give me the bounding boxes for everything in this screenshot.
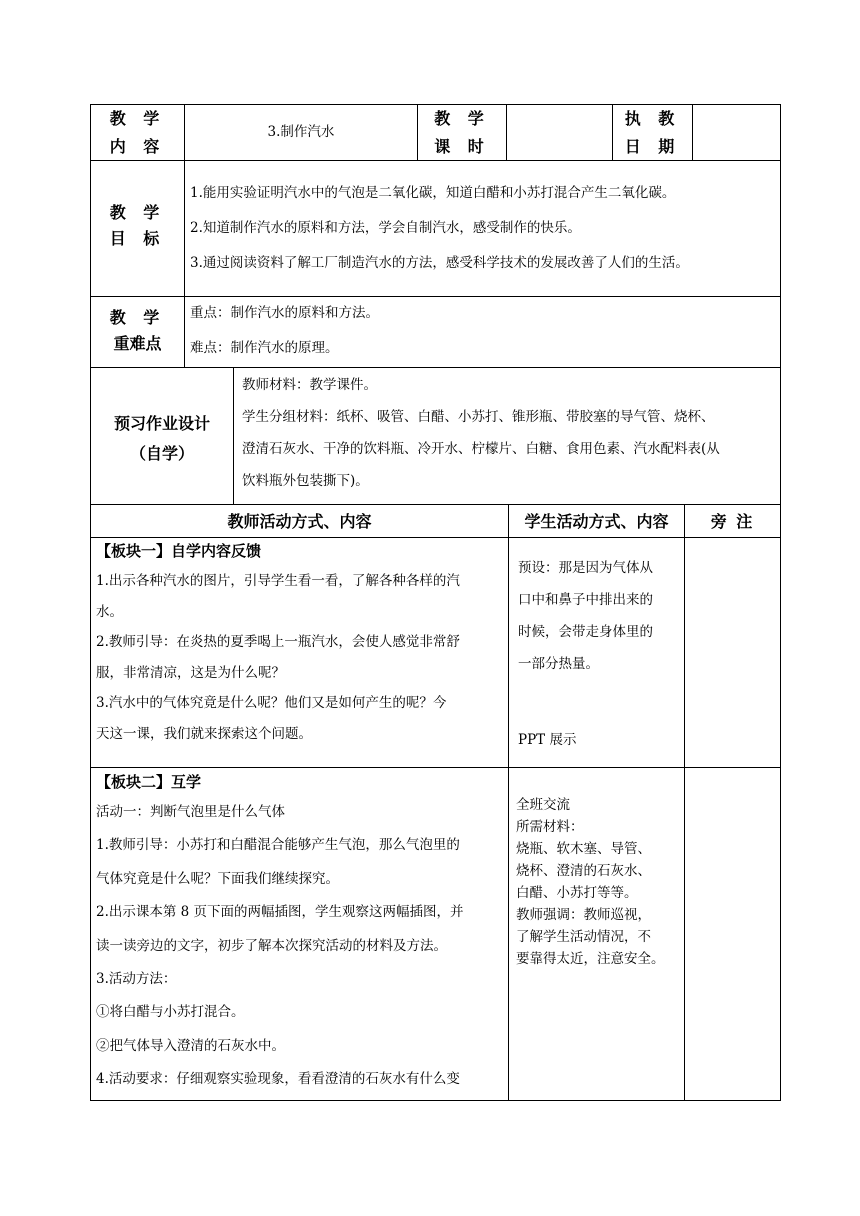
preview-label: 预习作业设计 （自学） <box>113 414 210 463</box>
block2-line: 活动一：判断气泡里是什么气体 <box>96 804 285 820</box>
block2-teacher <box>96 768 506 1097</box>
goal-item: 3.通过阅读资料了解工厂制造汽水的方法，感受科学技术的发展改善了人们的生活。 <box>190 255 689 271</box>
block2-student-line: 烧杯、澄清的石灰水、 <box>516 863 651 879</box>
block2-line: 3.活动方法： <box>96 971 177 988</box>
block1-line: 服，非常清凉，这是为什么呢？ <box>96 664 285 681</box>
period-value <box>507 104 612 160</box>
block1-line: 1.出示各种汽水的图片，引导学生看一看，了解各种各样的汽 <box>96 573 460 589</box>
block2-line: 4.活动要求：仔细观察实验现象，看看澄清的石灰水有什么变 <box>96 1071 460 1088</box>
block1-line: 2.教师引导：在炎热的夏季喝上一瓶汽水，会使人感觉非常舒 <box>96 634 460 650</box>
block1-title: 【板块一】自学内容反馈 <box>96 542 262 560</box>
period-label: 教 学 课 时 <box>434 109 490 156</box>
block2-student-line: 所需材料： <box>516 819 584 835</box>
block2-line: 2.出示课本第 8 页下面的两幅插图，学生观察这两幅插图，并 <box>96 904 464 921</box>
key-point: 重点：制作汽水的原料和方法。 <box>190 305 379 321</box>
table-rule <box>184 160 185 367</box>
block1-teacher <box>96 538 506 749</box>
block2-student-line: 白醋、小苏打等等。 <box>516 885 638 901</box>
block2-student <box>516 794 684 970</box>
block2-line: ①将白醋与小苏打混合。 <box>96 1004 245 1021</box>
preview-line: 饮料瓶外包装撕下)。 <box>242 473 369 489</box>
content-label: 教 学 内 容 <box>109 109 166 156</box>
goal-item: 2.知道制作汽水的原料和方法，学会自制汽水，感受制作的快乐。 <box>190 220 581 236</box>
preview-content <box>242 369 778 497</box>
preview-line: 学生分组材料：纸杯、吸管、白醋、小苏打、锥形瓶、带胶塞的导气管、烧杯、 <box>242 409 715 425</box>
block1-student-line: 一部分热量。 <box>518 656 599 672</box>
block1-student-line: 时候，会带走身体里的 <box>518 624 653 640</box>
block1-student <box>518 552 683 680</box>
key-point: 难点：制作汽水的原理。 <box>190 340 339 356</box>
block2-student-line: 全班交流 <box>516 797 570 813</box>
block2-student-line: 教师强调：教师巡视， <box>516 907 651 923</box>
table-rule <box>508 504 509 1101</box>
block2-line: 气体究竟是什么呢？下面我们继续探究。 <box>96 870 339 887</box>
table-border-bottom <box>90 1100 780 1101</box>
goals-list <box>190 176 778 281</box>
content-value: 3.制作汽水 <box>267 124 335 140</box>
block1-student-extra: PPT 展示 <box>518 732 577 748</box>
date-value <box>693 104 780 160</box>
block2-line: 读一读旁边的文字，初步了解本次探究活动的材料及方法。 <box>96 937 447 954</box>
notes-column-header: 旁 注 <box>710 512 755 531</box>
block1-line: 3.汽水中的气体究竟是什么呢？他们又是如何产生的呢？今 <box>96 695 447 711</box>
block1-student-line: 口中和鼻子中排出来的 <box>518 592 653 608</box>
preview-line: 澄清石灰水、干净的饮料瓶、冷开水、柠檬片、白糖、食用色素、汽水配料表(从 <box>242 441 720 457</box>
block2-student-line: 了解学生活动情况，不 <box>516 929 651 945</box>
table-rule <box>684 504 685 1101</box>
block1-line: 水。 <box>96 603 123 620</box>
goals-label: 教 学 目 标 <box>109 203 166 248</box>
block2-line: 1.教师引导：小苏打和白醋混合能够产生气泡，那么气泡里的 <box>96 837 460 854</box>
key-points-list <box>190 296 778 366</box>
teacher-column-header: 教师活动方式、内容 <box>227 512 372 531</box>
key-points-label: 教 学 重难点 <box>109 308 166 353</box>
block1-student-line: 预设：那是因为气体从 <box>518 560 653 576</box>
block2-line: ②把气体导入澄清的石灰水中。 <box>96 1037 285 1054</box>
block1-line: 天这一课，我们就来探索这个问题。 <box>96 725 312 742</box>
preview-line: 教师材料：教学课件。 <box>242 377 377 393</box>
goal-item: 1.能用实验证明汽水中的气泡是二氧化碳，知道白醋和小苏打混合产生二氧化碳。 <box>190 185 676 201</box>
block2-title: 【板块二】互学 <box>96 773 202 791</box>
block2-student-line: 烧瓶、软木塞、导管、 <box>516 841 651 857</box>
date-label: 执 教 日 期 <box>624 109 681 156</box>
table-rule <box>233 367 234 504</box>
table-border-right <box>780 104 781 1101</box>
block2-student-line: 要靠得太近，注意安全。 <box>516 951 665 967</box>
student-column-header: 学生活动方式、内容 <box>524 512 669 531</box>
